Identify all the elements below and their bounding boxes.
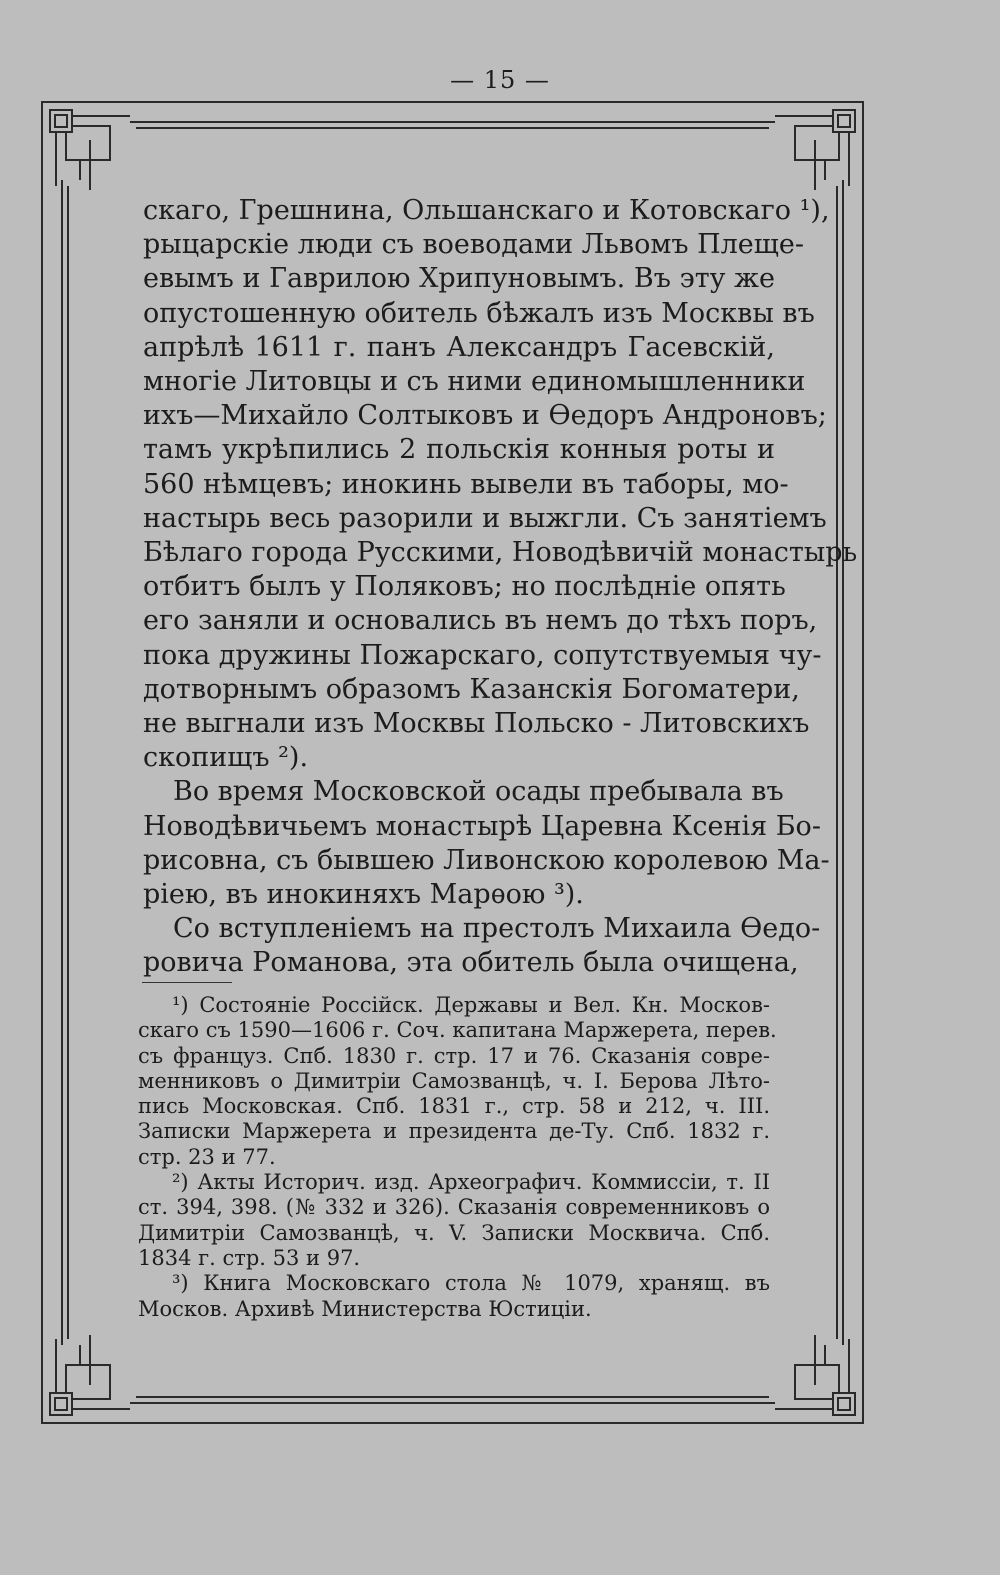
footnote-line: Димитріи Самозванцѣ, ч. V. Записки Москвича. Спб.: [138, 1220, 770, 1245]
text-line: его заняли и основались въ немъ до тѣхъ поръ,: [143, 605, 818, 637]
text-line: ровича Романова, эта обитель была очищена,: [143, 947, 799, 979]
text-line: пока дружины Пожарскаго, сопутствуемыя чу-: [143, 639, 822, 671]
text-line: рисовна, съ бывшею Ливонскою королевою Ма-: [143, 844, 830, 876]
text-line: тамъ укрѣпились 2 польскія конныя роты и: [143, 434, 775, 466]
footnotes: [138, 993, 777, 1322]
text-line: апрѣлѣ 1611 г. панъ Александръ Гасевскій,: [143, 331, 775, 363]
text-line: многіе Литовцы и съ ними единомышленники: [143, 366, 806, 398]
footnote-line: 1834 г. стр. 53 и 97.: [138, 1245, 361, 1270]
text-line: опустошенную обитель бѣжалъ изъ Москвы въ: [143, 297, 815, 329]
footnote-line: ²) Акты Историч. изд. Археографич. Коммиссіи, т. II: [172, 1170, 770, 1195]
text-line: дотворнымъ образомъ Казанскія Богоматери,: [143, 673, 800, 705]
footnote-line: ³) Книга Московскаго стола № 1079, хранящ. въ: [172, 1271, 770, 1296]
text-line: Бѣлаго города Русскими, Новодѣвичій монастырь: [143, 537, 858, 569]
page-number: — 15 —: [450, 66, 550, 94]
text-line: отбитъ былъ у Поляковъ; но послѣдніе опять: [143, 571, 786, 603]
footnote-line: скаго съ 1590—1606 г. Соч. капитана Маржерета, перев.: [138, 1018, 777, 1043]
text-line: не выгнали изъ Москвы Польско - Литовскихъ: [143, 708, 810, 740]
footnote-line: Москов. Архивѣ Министерства Юстиціи.: [138, 1296, 592, 1321]
text-line: Во время Московской осады пребывала въ: [173, 776, 784, 808]
footnote-divider: [142, 982, 232, 983]
text-line: рыцарскіе люди съ воеводами Львомъ Плеще-: [143, 229, 804, 261]
text-line: Со вступленіемъ на престолъ Михаила Ѳедо-: [173, 913, 821, 945]
text-line: Новодѣвичьемъ монастырѣ Царевна Ксенія Бо-: [143, 810, 821, 842]
body-text: [143, 194, 858, 981]
footnote-line: пись Московская. Спб. 1831 г., стр. 58 и 212, ч. III.: [138, 1094, 770, 1119]
footnote-line: стр. 23 и 77.: [138, 1144, 276, 1169]
text-line: 560 нѣмцевъ; инокинь вывели въ таборы, мо-: [143, 468, 789, 500]
footnote-line: ст. 394, 398. (№ 332 и 326). Сказанія современниковъ о: [138, 1195, 770, 1220]
text-line: настырь весь разорили и выжгли. Съ занятіемъ: [143, 502, 827, 534]
text-line: ріею, въ инокиняхъ Марѳою ³).: [143, 879, 584, 911]
text-line: скопищъ ²).: [143, 742, 309, 774]
text-line: ихъ—Михайло Солтыковъ и Ѳедоръ Андроновъ;: [143, 400, 827, 432]
footnote-line: ¹) Состояніе Россійск. Державы и Вел. Кн. Москов-: [172, 993, 770, 1017]
text-line: скаго, Грешнина, Ольшанскаго и Котовскаго ¹),: [143, 195, 830, 226]
footnote-line: менниковъ о Димитріи Самозванцѣ, ч. I. Берова Лѣто-: [138, 1068, 770, 1093]
footnote-line: Записки Маржерета и президента де-Ту. Спб. 1832 г.: [138, 1119, 770, 1144]
text-line: евымъ и Гаврилою Хрипуновымъ. Въ эту же: [143, 263, 775, 295]
footnote-line: съ француз. Спб. 1830 г. стр. 17 и 76. Сказанія совре-: [138, 1043, 770, 1068]
